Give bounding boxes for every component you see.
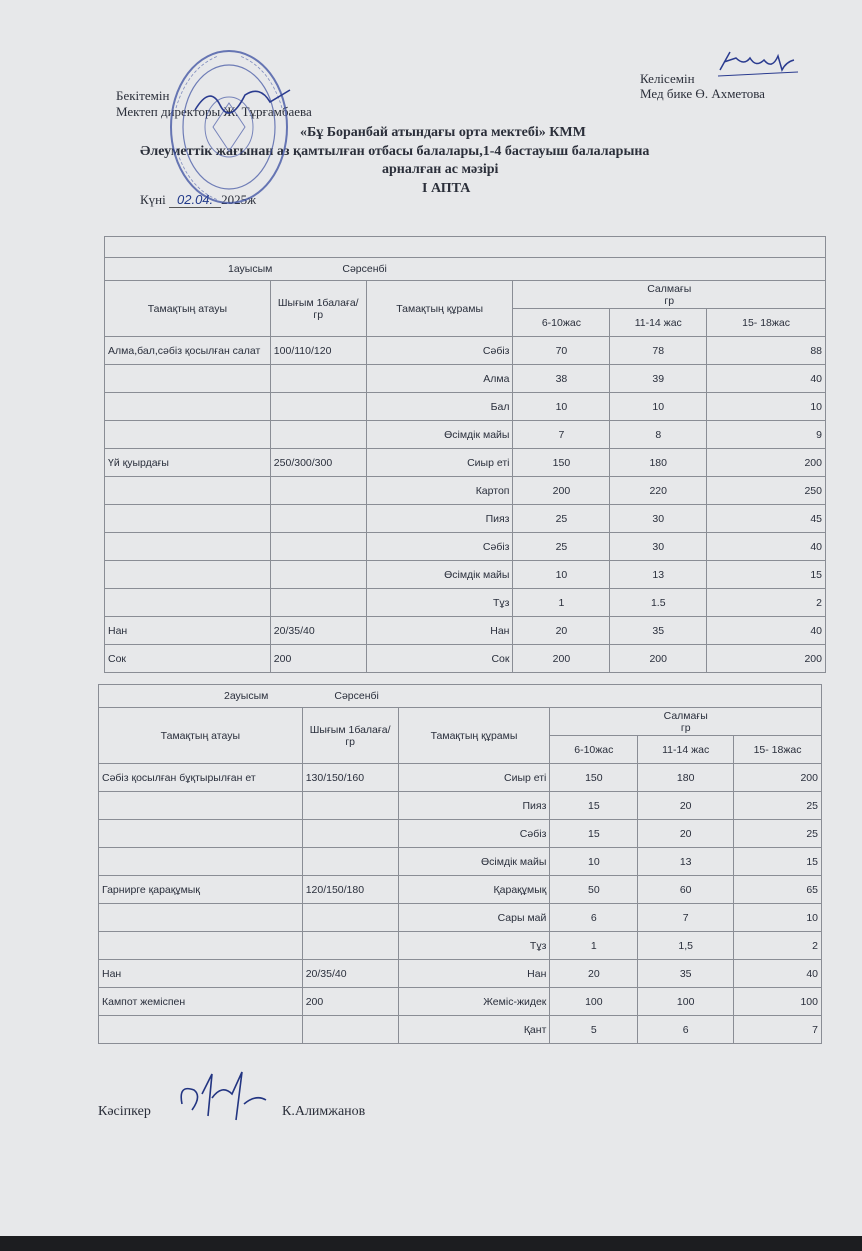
weight-15-18-cell: 40 (707, 365, 826, 393)
output-cell (270, 421, 366, 449)
shift1-body (105, 337, 826, 673)
weight-11-14-cell: 35 (610, 617, 707, 645)
weight-15-18-cell: 45 (707, 505, 826, 533)
ingredient-cell: Пияз (398, 792, 550, 820)
dish-cell (99, 904, 303, 932)
weight-11-14-cell: 10 (610, 393, 707, 421)
weight-11-14-cell: 8 (610, 421, 707, 449)
table-row (105, 645, 826, 673)
weight-15-18-cell: 200 (734, 764, 822, 792)
week-label: I АПТА (422, 181, 471, 196)
dish-cell: Сок (105, 645, 271, 673)
ingredient-cell: Алма (366, 365, 513, 393)
output-cell: 250/300/300 (270, 449, 366, 477)
weight-6-10-cell: 38 (513, 365, 610, 393)
footer-role: Кәсіпкер (98, 1104, 151, 1119)
weight-6-10-cell: 200 (513, 477, 610, 505)
weight-6-10-cell: 20 (513, 617, 610, 645)
output-cell (302, 848, 398, 876)
weight-15-18-cell: 25 (734, 792, 822, 820)
dish-cell (99, 792, 303, 820)
dish-cell (105, 589, 271, 617)
ingredient-cell: Бал (366, 393, 513, 421)
dish-cell (99, 932, 303, 960)
weight-15-18-cell: 40 (734, 960, 822, 988)
weight-6-10-cell: 50 (550, 876, 638, 904)
weight-6-10-cell: 150 (513, 449, 610, 477)
shift1-label: 1ауысым (228, 263, 273, 275)
ingredient-cell: Пияз (366, 505, 513, 533)
dish-cell: Гарнирге қарақұмық (99, 876, 303, 904)
menu-title-line2: арналған ас мәзірі (382, 162, 499, 177)
weight-6-10-cell: 10 (550, 848, 638, 876)
menu-table-shift1 (104, 236, 826, 673)
output-cell: 130/150/160 (302, 764, 398, 792)
output-cell (302, 904, 398, 932)
weight-11-14-cell: 30 (610, 533, 707, 561)
weight-15-18-cell: 2 (707, 589, 826, 617)
table-row (99, 932, 822, 960)
weight-6-10-cell: 1 (550, 932, 638, 960)
table-row (99, 988, 822, 1016)
weight-11-14-cell: 39 (610, 365, 707, 393)
col-age-15-18: 15- 18жас (707, 309, 826, 337)
col-dish-name: Тамақтың атауы (105, 281, 271, 337)
weight-6-10-cell: 70 (513, 337, 610, 365)
col-weight-label: Салмағы (647, 282, 692, 295)
col2-weight (550, 708, 822, 736)
weight-6-10-cell: 15 (550, 792, 638, 820)
weight-6-10-cell: 25 (513, 505, 610, 533)
ingredient-cell: Сок (366, 645, 513, 673)
weight-15-18-cell: 10 (707, 393, 826, 421)
agreed-label: Келісемін (640, 71, 695, 86)
weight-11-14-cell: 60 (638, 876, 734, 904)
ingredient-cell: Картоп (366, 477, 513, 505)
col2-ingredients: Тамақтың құрамы (398, 708, 550, 764)
ingredient-cell: Өсімдік майы (366, 421, 513, 449)
dish-cell (105, 421, 271, 449)
weight-11-14-cell: 35 (638, 960, 734, 988)
output-cell (270, 533, 366, 561)
output-cell (270, 365, 366, 393)
weight-6-10-cell: 20 (550, 960, 638, 988)
shift2-label: 2ауысым (224, 690, 269, 702)
output-cell: 200 (270, 645, 366, 673)
weight-6-10-cell: 10 (513, 393, 610, 421)
table-row (105, 337, 826, 365)
table-row (99, 764, 822, 792)
dish-cell (99, 848, 303, 876)
col2-dish-name: Тамақтың атауы (99, 708, 303, 764)
table-row (105, 505, 826, 533)
col-age-6-10: 6-10жас (513, 309, 610, 337)
date-label: Күні (140, 192, 166, 207)
weight-15-18-cell: 40 (707, 533, 826, 561)
shift2-caption (99, 685, 822, 708)
weight-6-10-cell: 100 (550, 988, 638, 1016)
weight-15-18-cell: 9 (707, 421, 826, 449)
weight-11-14-cell: 180 (638, 764, 734, 792)
weight-15-18-cell: 40 (707, 617, 826, 645)
dish-cell (105, 393, 271, 421)
menu-title-line1: Әлеуметтік жағынан аз қамтылған отбасы балалары,1-4 бастауыш балаларына (140, 144, 650, 159)
dish-cell: Алма,бал,сәбіз қосылған салат (105, 337, 271, 365)
col-output: Шығым 1балаға/гр (270, 281, 366, 337)
weight-11-14-cell: 1,5 (638, 932, 734, 960)
shift2-body (99, 764, 822, 1044)
ingredient-cell: Сиыр еті (366, 449, 513, 477)
weight-6-10-cell: 7 (513, 421, 610, 449)
weight-15-18-cell: 7 (734, 1016, 822, 1044)
table-row (99, 792, 822, 820)
weight-6-10-cell: 1 (513, 589, 610, 617)
weight-15-18-cell: 200 (707, 449, 826, 477)
col-ingredients: Тамақтың құрамы (366, 281, 513, 337)
weight-11-14-cell: 200 (610, 645, 707, 673)
dish-cell (105, 533, 271, 561)
table-row (105, 365, 826, 393)
ingredient-cell: Нан (366, 617, 513, 645)
school-seal (168, 48, 290, 206)
approved-label: Бекітемін (116, 88, 170, 103)
table-row (99, 848, 822, 876)
dish-cell (105, 561, 271, 589)
output-cell (302, 792, 398, 820)
table-row (99, 876, 822, 904)
table-row (105, 421, 826, 449)
weight-11-14-cell: 180 (610, 449, 707, 477)
dish-cell (105, 505, 271, 533)
col2-weight-unit: гр (680, 721, 691, 734)
ingredient-cell: Өсімдік майы (398, 848, 550, 876)
weight-15-18-cell: 25 (734, 820, 822, 848)
output-cell (270, 477, 366, 505)
output-cell: 20/35/40 (302, 960, 398, 988)
table-row (105, 393, 826, 421)
weight-6-10-cell: 200 (513, 645, 610, 673)
footer-name: К.Алимжанов (282, 1104, 366, 1119)
table-row (105, 589, 826, 617)
nurse-name: Мед бике Ө. Ахметова (640, 86, 765, 101)
output-cell (270, 561, 366, 589)
weight-6-10-cell: 6 (550, 904, 638, 932)
dish-cell: Сәбіз қосылған бұқтырылған ет (99, 764, 303, 792)
weight-6-10-cell: 10 (513, 561, 610, 589)
weight-11-14-cell: 78 (610, 337, 707, 365)
table-row (105, 477, 826, 505)
output-cell (270, 589, 366, 617)
weight-11-14-cell: 100 (638, 988, 734, 1016)
col2-age-15-18: 15- 18жас (734, 736, 822, 764)
weight-11-14-cell: 1.5 (610, 589, 707, 617)
ingredient-cell: Сәбіз (366, 337, 513, 365)
output-cell: 20/35/40 (270, 617, 366, 645)
output-cell (302, 820, 398, 848)
weight-15-18-cell: 10 (734, 904, 822, 932)
weight-15-18-cell: 200 (707, 645, 826, 673)
dish-cell: Кампот жеміспен (99, 988, 303, 1016)
output-cell: 100/110/120 (270, 337, 366, 365)
weight-15-18-cell: 88 (707, 337, 826, 365)
table-row (105, 533, 826, 561)
page-edge (0, 1236, 862, 1251)
col2-output: Шығым 1балаға/гр (302, 708, 398, 764)
weight-15-18-cell: 250 (707, 477, 826, 505)
weight-11-14-cell: 20 (638, 820, 734, 848)
weight-15-18-cell: 2 (734, 932, 822, 960)
weight-11-14-cell: 13 (638, 848, 734, 876)
ingredient-cell: Өсімдік майы (366, 561, 513, 589)
weight-11-14-cell: 7 (638, 904, 734, 932)
col2-weight-label: Салмағы (663, 709, 708, 722)
weight-15-18-cell: 15 (707, 561, 826, 589)
dish-cell: Үй қуырдағы (105, 449, 271, 477)
output-cell: 200 (302, 988, 398, 1016)
weight-11-14-cell: 13 (610, 561, 707, 589)
table-row (99, 820, 822, 848)
table-row (99, 904, 822, 932)
weight-15-18-cell: 15 (734, 848, 822, 876)
table-row (105, 617, 826, 645)
ingredient-cell: Сары май (398, 904, 550, 932)
dish-cell: Нан (105, 617, 271, 645)
weight-6-10-cell: 5 (550, 1016, 638, 1044)
weight-15-18-cell: 100 (734, 988, 822, 1016)
date-year: 2025ж (221, 192, 257, 207)
shift1-day: Сәрсенбі (342, 263, 387, 275)
dish-cell (99, 820, 303, 848)
weight-11-14-cell: 220 (610, 477, 707, 505)
shift2-day: Сәрсенбі (334, 690, 379, 702)
table-row (105, 561, 826, 589)
ingredient-cell: Сиыр еті (398, 764, 550, 792)
ingredient-cell: Сәбіз (366, 533, 513, 561)
output-cell (302, 932, 398, 960)
nurse-signature (716, 48, 800, 82)
ingredient-cell: Жеміс-жидек (398, 988, 550, 1016)
ingredient-cell: Нан (398, 960, 550, 988)
dish-cell (105, 477, 271, 505)
shift1-caption (105, 258, 826, 281)
dish-cell (105, 365, 271, 393)
dish-cell: Нан (99, 960, 303, 988)
dish-cell (99, 1016, 303, 1044)
ingredient-cell: Қант (398, 1016, 550, 1044)
entrepreneur-signature (172, 1064, 272, 1126)
output-cell (302, 1016, 398, 1044)
table-row (99, 1016, 822, 1044)
col-age-11-14: 11-14 жас (610, 309, 707, 337)
director-signature (190, 80, 300, 120)
approved-by: Мектеп директоры Ж. Тұрғамбаева (116, 104, 312, 119)
weight-15-18-cell: 65 (734, 876, 822, 904)
col2-age-11-14: 11-14 жас (638, 736, 734, 764)
date-value: 02.04. (169, 192, 221, 208)
output-cell (270, 393, 366, 421)
table-row (99, 960, 822, 988)
weight-6-10-cell: 25 (513, 533, 610, 561)
weight-6-10-cell: 15 (550, 820, 638, 848)
col-weight-unit: гр (664, 294, 675, 307)
output-cell: 120/150/180 (302, 876, 398, 904)
ingredient-cell: Сәбіз (398, 820, 550, 848)
ingredient-cell: Қарақұмық (398, 876, 550, 904)
ingredient-cell: Тұз (398, 932, 550, 960)
ingredient-cell: Тұз (366, 589, 513, 617)
table-row (105, 449, 826, 477)
col-weight (513, 281, 826, 309)
output-cell (270, 505, 366, 533)
weight-6-10-cell: 150 (550, 764, 638, 792)
school-name: «Бұ Боранбай атындағы орта мектебі» КММ (300, 125, 586, 140)
menu-table-shift2 (98, 684, 822, 1044)
col2-age-6-10: 6-10жас (550, 736, 638, 764)
weight-11-14-cell: 20 (638, 792, 734, 820)
weight-11-14-cell: 30 (610, 505, 707, 533)
weight-11-14-cell: 6 (638, 1016, 734, 1044)
